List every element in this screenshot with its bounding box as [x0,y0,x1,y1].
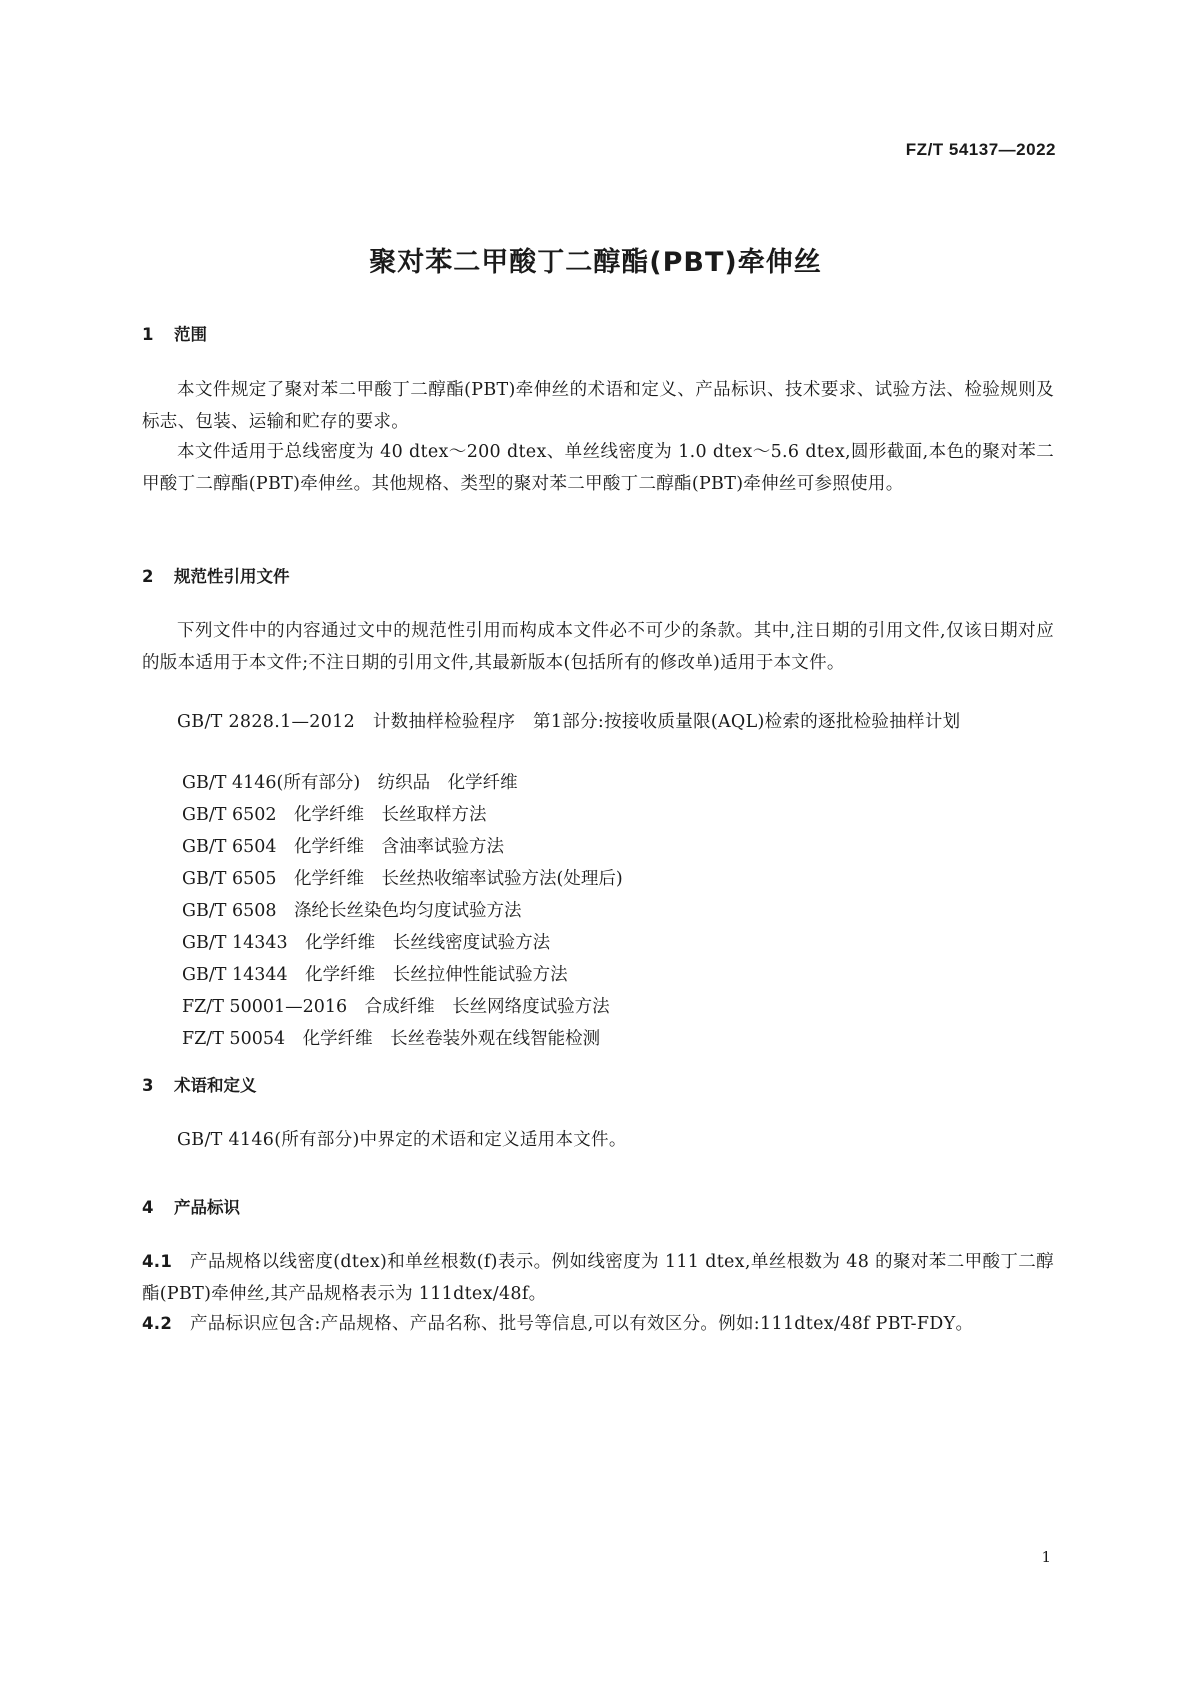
section-title: 术语和定义 [174,1076,257,1095]
normative-refs-intro: 下列文件中的内容通过文中的规范性引用而构成本文件必不可少的条款。其中,注日期的引用文件,仅该日期对应的版本适用于本文件;不注日期的引用文件,其最新版本(包括所有的修改单)适用于本文件。 [142,621,1054,673]
page-number: 1 [1041,1548,1051,1566]
reference-item: GB/T 6504 化学纤维 含油率试验方法 [182,837,505,857]
clause-4-1 [142,1246,1054,1310]
section-1-heading [142,321,207,345]
standard-code: FZ/T 54137—2022 [905,140,1056,159]
reference-item: GB/T 4146(所有部分) 纺织品 化学纤维 [182,773,518,793]
section-2-heading [142,563,290,587]
scope-paragraph-1: 本文件规定了聚对苯二甲酸丁二醇酯(PBT)牵伸丝的术语和定义、产品标识、技术要求、试验方法、检验规则及标志、包装、运输和贮存的要求。 [142,380,1054,432]
reference-item-gbt2828: GB/T 2828.1—2012 计数抽样检验程序 第1部分:按接收质量限(AQL)检索的逐批检验抽样计划 [177,712,961,732]
reference-list [182,767,1062,1055]
clause-text: 产品标识应包含:产品规格、产品名称、批号等信息,可以有效区分。例如:111dtex/48f PBT-FDY。 [189,1314,974,1334]
clause-number: 4.2 [142,1314,173,1333]
clause-4-2 [142,1308,1054,1340]
section-number: 3 [142,1076,154,1095]
document-title: 聚对苯二甲酸丁二醇酯(PBT)牵伸丝 [369,247,822,278]
scope-paragraph-2: 本文件适用于总线密度为 40 dtex～200 dtex、单丝线密度为 1.0 dtex～5.6 dtex,圆形截面,本色的聚对苯二甲酸丁二醇酯(PBT)牵伸丝。其他规格、类型的聚对苯二甲酸丁二醇酯(PBT)牵伸丝可参照使用。 [142,442,1054,494]
section-number: 4 [142,1198,154,1217]
section-3-heading [142,1072,257,1096]
terms-paragraph: GB/T 4146(所有部分)中界定的术语和定义适用本文件。 [177,1130,627,1150]
reference-item: FZ/T 50001—2016 合成纤维 长丝网络度试验方法 [182,997,610,1017]
reference-item: GB/T 6508 涤纶长丝染色均匀度试验方法 [182,901,522,921]
section-4-heading [142,1194,240,1218]
reference-item: FZ/T 50054 化学纤维 长丝卷装外观在线智能检测 [182,1029,601,1049]
reference-item: GB/T 14343 化学纤维 长丝线密度试验方法 [182,933,551,953]
section-number: 1 [142,325,154,344]
clause-text: 产品规格以线密度(dtex)和单丝根数(f)表示。例如线密度为 111 dtex,单丝根数为 48 的聚对苯二甲酸丁二醇酯(PBT)牵伸丝,其产品规格表示为 111dtex/48f。 [142,1252,1054,1304]
clause-number: 4.1 [142,1252,173,1271]
section-title: 规范性引用文件 [174,567,290,586]
reference-item: GB/T 6502 化学纤维 长丝取样方法 [182,805,487,825]
reference-item: GB/T 6505 化学纤维 长丝热收缩率试验方法(处理后) [182,869,623,889]
section-title: 产品标识 [174,1198,240,1217]
section-number: 2 [142,567,154,586]
reference-item: GB/T 14344 化学纤维 长丝拉伸性能试验方法 [182,965,568,985]
section-title: 范围 [174,325,207,344]
